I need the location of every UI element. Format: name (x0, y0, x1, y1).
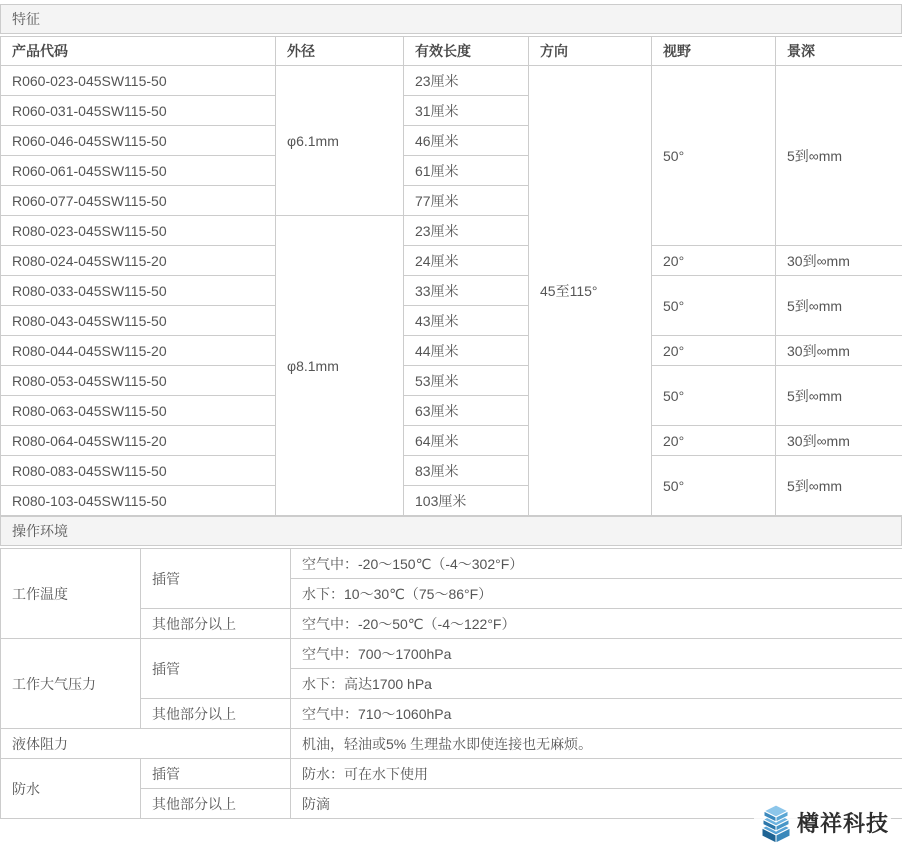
depth-of-field-cell: 5到∞mm (776, 66, 902, 246)
effective-length-cell: 33厘米 (404, 276, 529, 306)
outer-diameter-cell: φ6.1mm (276, 66, 404, 216)
column-header-3: 方向 (529, 37, 652, 66)
value-cell: 水下：10〜30℃（75〜86°F） (291, 579, 902, 609)
product-code-cell: R080-043-045SW115-50 (1, 306, 276, 336)
column-header-4: 视野 (652, 37, 776, 66)
category-cell: 工作大气压力 (1, 639, 141, 729)
product-code-cell: R060-023-045SW115-50 (1, 66, 276, 96)
depth-of-field-cell: 30到∞mm (776, 246, 902, 276)
product-code-cell: R060-031-045SW115-50 (1, 96, 276, 126)
section-title-features: 特征 (12, 11, 40, 27)
value-cell: 机油，轻油或5% 生理盐水即使连接也无麻烦。 (291, 729, 902, 759)
value-cell: 防水：可在水下使用 (291, 759, 902, 789)
column-header-5: 景深 (776, 37, 902, 66)
product-row (1, 66, 902, 96)
product-row (1, 336, 902, 366)
product-row (1, 366, 902, 396)
depth-of-field-cell: 5到∞mm (776, 456, 902, 516)
column-header-2: 有效长度 (404, 37, 529, 66)
value-cell: 空气中：700〜1700hPa (291, 639, 902, 669)
product-code-cell: R080-103-045SW115-50 (1, 486, 276, 516)
effective-length-cell: 23厘米 (404, 66, 529, 96)
depth-of-field-cell: 5到∞mm (776, 276, 902, 336)
outer-diameter-cell: φ8.1mm (276, 216, 404, 516)
depth-of-field-cell: 30到∞mm (776, 426, 902, 456)
part-cell: 插管 (141, 549, 291, 609)
value-cell: 空气中：-20〜150℃（-4〜302°F） (291, 549, 902, 579)
product-row (1, 276, 902, 306)
value-cell: 水下：高达1700 hPa (291, 669, 902, 699)
depth-of-field-cell: 5到∞mm (776, 366, 902, 426)
company-watermark (754, 802, 891, 846)
product-row (1, 246, 902, 276)
effective-length-cell: 31厘米 (404, 96, 529, 126)
field-of-view-cell: 20° (652, 426, 776, 456)
effective-length-cell: 64厘米 (404, 426, 529, 456)
product-code-cell: R060-061-045SW115-50 (1, 156, 276, 186)
environment-row (1, 549, 902, 579)
part-cell: 其他部分以上 (141, 699, 291, 729)
category-cell: 液体阻力 (1, 729, 291, 759)
part-cell: 其他部分以上 (141, 609, 291, 639)
part-cell: 插管 (141, 639, 291, 699)
field-of-view-cell: 20° (652, 336, 776, 366)
effective-length-cell: 53厘米 (404, 366, 529, 396)
product-code-cell: R060-077-045SW115-50 (1, 186, 276, 216)
product-code-cell: R080-064-045SW115-20 (1, 426, 276, 456)
product-row (1, 426, 902, 456)
category-cell: 工作温度 (1, 549, 141, 639)
product-code-cell: R080-024-045SW115-20 (1, 246, 276, 276)
direction-cell: 45至115° (529, 66, 652, 516)
effective-length-cell: 61厘米 (404, 156, 529, 186)
product-code-cell: R080-063-045SW115-50 (1, 396, 276, 426)
effective-length-cell: 43厘米 (404, 306, 529, 336)
value-cell: 防滴 (291, 789, 902, 819)
product-code-cell: R080-023-045SW115-50 (1, 216, 276, 246)
field-of-view-cell: 50° (652, 456, 776, 516)
company-name: 樽祥科技 (796, 811, 889, 836)
effective-length-cell: 24厘米 (404, 246, 529, 276)
value-cell: 空气中：-20〜50℃（-4〜122°F） (291, 609, 902, 639)
part-cell: 其他部分以上 (141, 789, 291, 819)
value-cell: 空气中：710〜1060hPa (291, 699, 902, 729)
features-table (0, 36, 902, 516)
column-header-1: 外径 (276, 37, 404, 66)
environment-row (1, 729, 902, 759)
product-code-cell: R080-053-045SW115-50 (1, 366, 276, 396)
environment-table (0, 548, 902, 819)
environment-row (1, 759, 902, 789)
effective-length-cell: 103厘米 (404, 486, 529, 516)
field-of-view-cell: 50° (652, 276, 776, 336)
effective-length-cell: 44厘米 (404, 336, 529, 366)
effective-length-cell: 46厘米 (404, 126, 529, 156)
section-header-features (0, 4, 902, 34)
depth-of-field-cell: 30到∞mm (776, 336, 902, 366)
product-row (1, 456, 902, 486)
part-cell: 插管 (141, 759, 291, 789)
environment-row (1, 639, 902, 669)
field-of-view-cell: 20° (652, 246, 776, 276)
effective-length-cell: 77厘米 (404, 186, 529, 216)
effective-length-cell: 63厘米 (404, 396, 529, 426)
product-code-cell: R080-033-045SW115-50 (1, 276, 276, 306)
effective-length-cell: 23厘米 (404, 216, 529, 246)
effective-length-cell: 83厘米 (404, 456, 529, 486)
section-header-environment (0, 516, 902, 546)
product-code-cell: R060-046-045SW115-50 (1, 126, 276, 156)
product-code-cell: R080-083-045SW115-50 (1, 456, 276, 486)
field-of-view-cell: 50° (652, 66, 776, 246)
field-of-view-cell: 50° (652, 366, 776, 426)
product-code-cell: R080-044-045SW115-20 (1, 336, 276, 366)
category-cell: 防水 (1, 759, 141, 819)
section-title-environment: 操作环境 (12, 523, 68, 539)
cube-stack-icon (756, 803, 796, 845)
features-header-row (1, 37, 902, 66)
column-header-0: 产品代码 (1, 37, 276, 66)
